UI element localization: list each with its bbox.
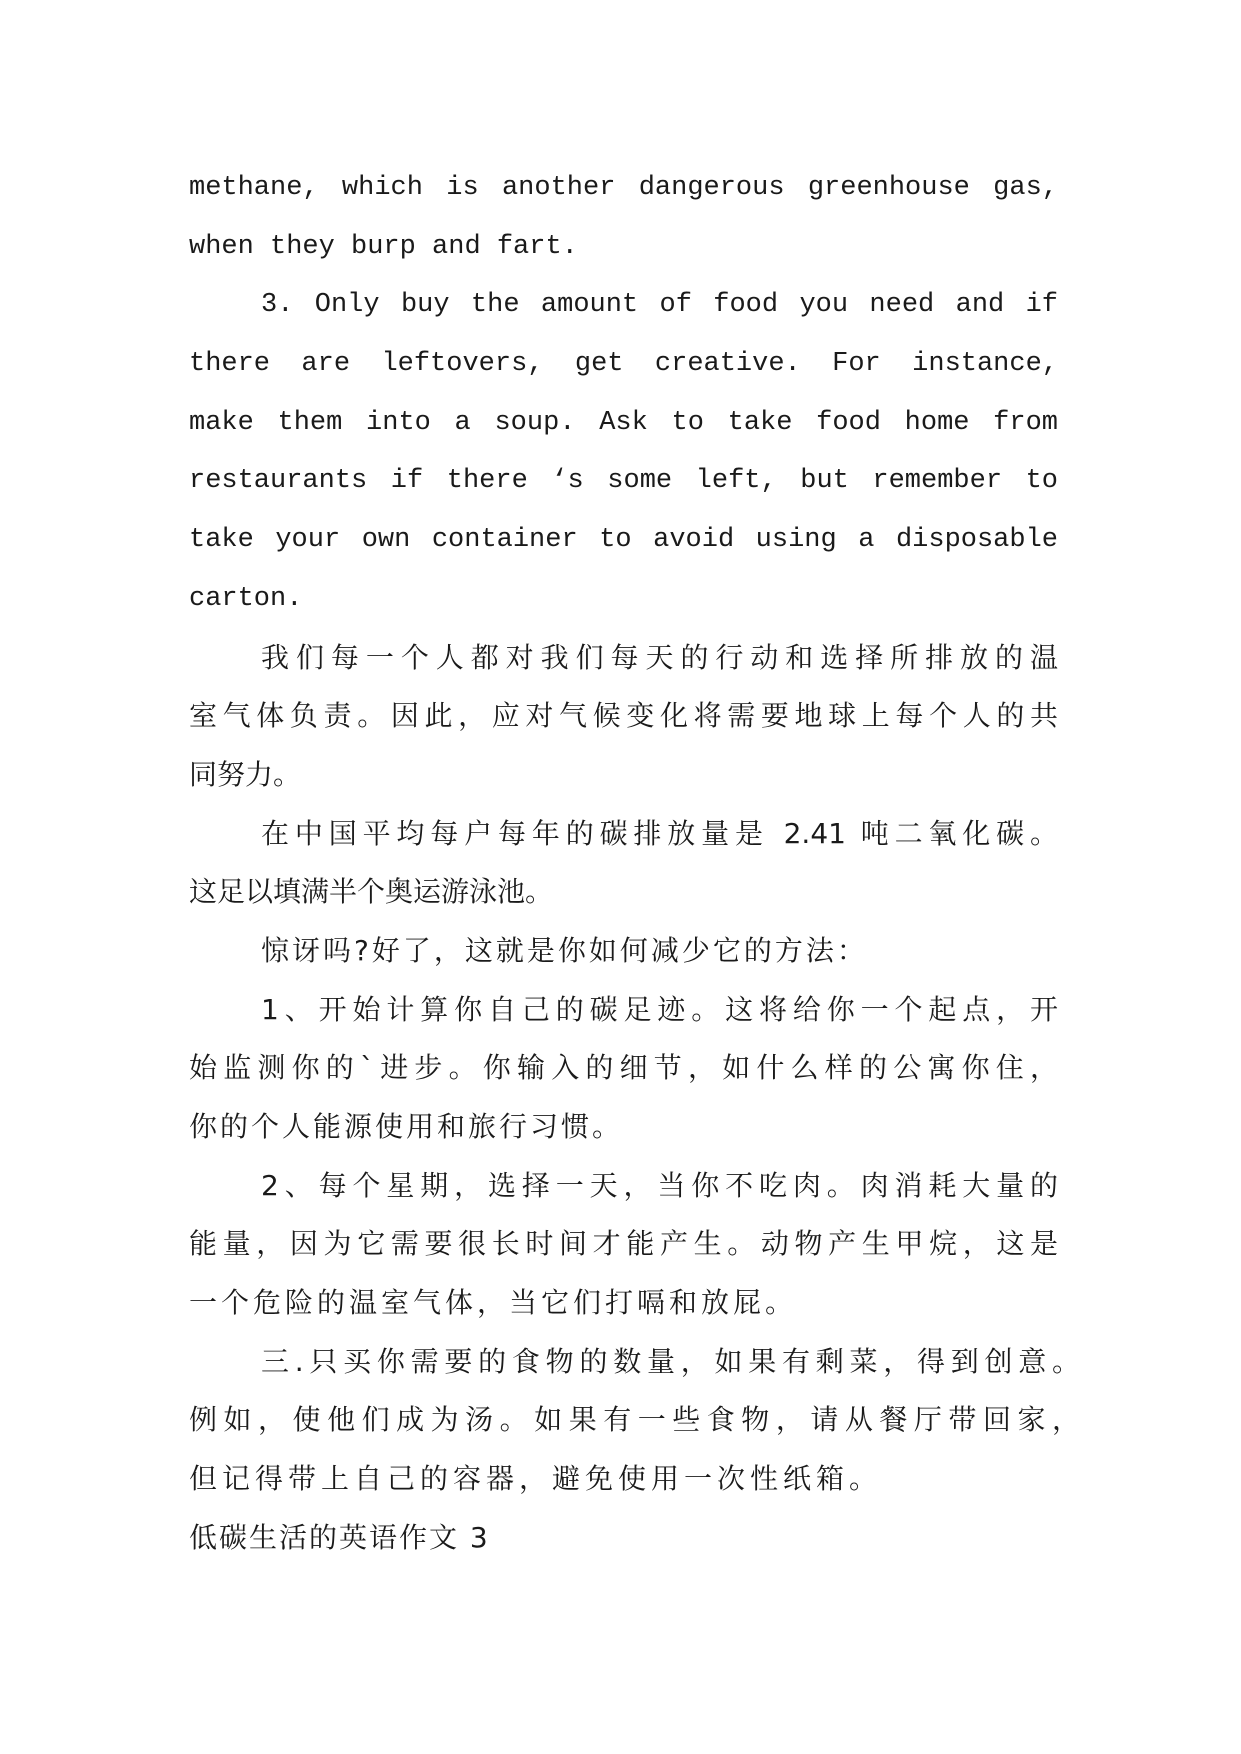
text-line: 1、开始计算你自己的碳足迹。这将给你一个起点，开 [261,992,1058,1026]
text-line: 一个危险的温室气体，当它们打嗝和放屁。 [189,1286,798,1320]
text-line: 惊讶吗?好了，这就是你如何减少它的方法： [261,933,868,967]
text-line: there are leftovers, get creative. For instance, [189,349,1058,380]
text-line: carton. [189,583,303,614]
text-line: 我们每一个人都对我们每天的行动和选择所排放的温 [261,640,1058,674]
text-line: 三.只买你需要的食物的数量，如果有剩菜，得到创意。 [261,1344,1080,1378]
text-line: 这足以填满半个奥运游泳池。 [189,875,554,909]
section-heading: 低碳生活的英语作文 3 [189,1520,490,1554]
text-line: 在中国平均每户每年的碳排放量是 2.41 吨二氧化碳。 [261,816,1058,850]
text-line: 例如，使他们成为汤。如果有一些食物，请从餐厅带回家， [189,1403,1080,1437]
text-line: restaurants if there ‘s some left, but remember to [189,466,1058,497]
text-line: methane, which is another dangerous greenhouse gas, [189,173,1058,203]
text-line: 3. Only buy the amount of food you need and if [261,290,1058,321]
text-line: 始监测你的`进步。你输入的细节，如什么样的公寓你住， [189,1051,1058,1085]
text-line: make them into a soup. Ask to take food home from [189,407,1058,438]
text-line: 同努力。 [189,757,302,791]
text-line: 能量，因为它需要很长时间才能产生。动物产生甲烷，这是 [189,1227,1058,1261]
document-page [189,159,1080,1568]
text-line: 2、每个星期，选择一天，当你不吃肉。肉消耗大量的 [261,1168,1058,1202]
text-line: 但记得带上自己的容器，避免使用一次性纸箱。 [189,1462,883,1496]
text-line: when they burp and fart. [189,231,578,262]
text-line: take your own container to avoid using a disposable [189,525,1058,556]
text-line: 你的个人能源使用和旅行习惯。 [189,1110,624,1143]
text-line: 室气体负责。因此，应对气候变化将需要地球上每个人的共 [189,699,1058,733]
